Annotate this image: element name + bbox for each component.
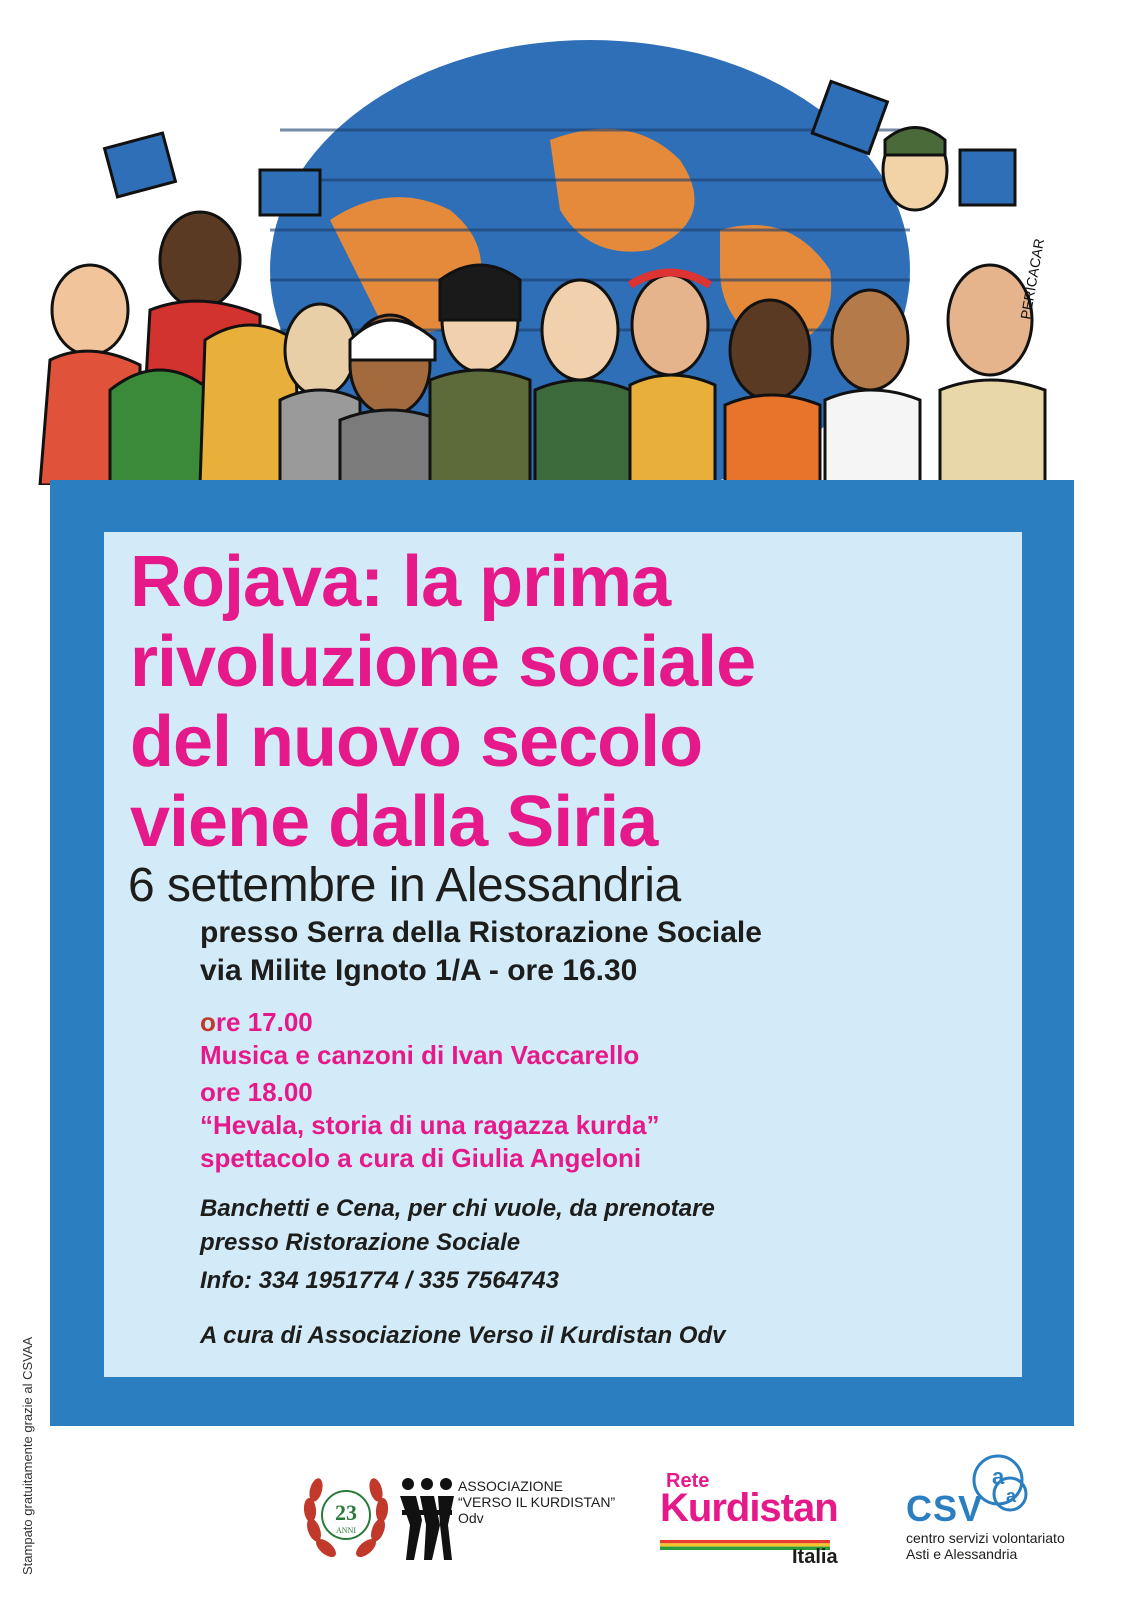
program-line: “Hevala, storia di una ragazza kurda” [200, 1110, 660, 1140]
program-time [200, 1006, 660, 1039]
csv-sup: a [992, 1464, 1005, 1489]
csv-sup2: a [1006, 1486, 1017, 1506]
dinner-line: Banchetti e Cena, per chi vuole, da prenotare [200, 1195, 715, 1222]
event-program [200, 1006, 660, 1175]
organizer-credit: A cura di Associazione Verso il Kurdistan Odv [200, 1322, 726, 1349]
title-line: rivoluzione sociale [130, 622, 756, 702]
italia-word: Italia [792, 1546, 838, 1568]
event-venue [200, 914, 762, 990]
program-line: Musica e canzoni di Ivan Vaccarello [200, 1040, 640, 1070]
program-time-rest: re 17.00 [215, 1007, 313, 1037]
title-line: Rojava: la prima [130, 542, 671, 622]
header-illustration [30, 20, 1100, 485]
illustration-signature: PERICACAR [1017, 237, 1048, 321]
laurel-wreath-icon [300, 1460, 392, 1570]
dinner-line: presso Ristorazione Sociale [200, 1229, 521, 1256]
venue-line: via Milite Ignoto 1/A - ore 16.30 [200, 954, 638, 987]
anniversary-number: 23 [335, 1500, 357, 1525]
title-line: viene dalla Siria [130, 782, 658, 862]
avk-line: Odv [458, 1510, 484, 1526]
kurdistan-word: Kurdistan [660, 1486, 838, 1530]
csv-line: Asti e Alessandria [906, 1546, 1018, 1562]
event-title [130, 542, 1010, 862]
avk-logo [396, 1470, 458, 1565]
program-line: spettacolo a cura di Giulia Angeloni [200, 1143, 642, 1173]
title-line: del nuovo secolo [130, 702, 703, 782]
people-around-globe-image [30, 20, 1100, 485]
venue-line: presso Serra della Ristorazione Sociale [200, 916, 762, 949]
program-time-initial: o [200, 1007, 216, 1037]
sponsor-logos [0, 1430, 1131, 1600]
csv-word: CSV [906, 1488, 984, 1529]
program-time: ore 18.00 [200, 1077, 313, 1107]
dancing-figures-icon [396, 1470, 458, 1565]
contact-info: Info: 334 1951774 / 335 7564743 [200, 1267, 559, 1294]
rete-kurdistan-logo [660, 1470, 860, 1575]
avk-name [458, 1478, 615, 1526]
csv-description [906, 1530, 1065, 1562]
extra-info [200, 1192, 715, 1298]
print-note: Stampato gratuitamente grazie al CSVAA [20, 1336, 35, 1575]
anniversary-label: ANNI [336, 1526, 356, 1535]
csv-line: centro servizi volontariato [906, 1530, 1065, 1546]
csvaa-logo [900, 1450, 1120, 1590]
event-date: 6 settembre in Alessandria [128, 859, 681, 912]
avk-line: ASSOCIAZIONE [458, 1478, 564, 1494]
avk-line: “VERSO IL KURDISTAN” [458, 1494, 616, 1510]
anniversary-logo [300, 1460, 392, 1570]
rete-word: Rete [666, 1470, 710, 1492]
